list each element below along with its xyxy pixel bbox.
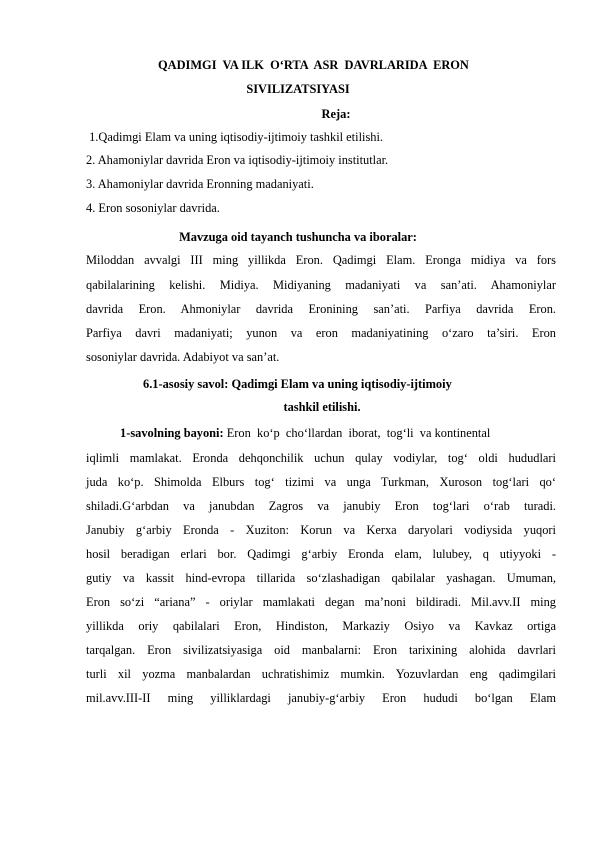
question-heading-line-2: tashkil etilishi.	[283, 400, 361, 414]
keywords-line-4: Parfiya davri madaniyati; yunon va eron madaniyatining o‘zaro ta’siri. Eron	[86, 326, 556, 340]
reja-item-3: 3. Ahamoniylar davrida Eronning madaniyati.	[86, 177, 314, 191]
answer-line-5: Janubiy g‘arbiy Eronda - Xuziton: Korun va Kerxa daryolari vodiysida yuqori	[86, 523, 556, 537]
answer-line-4: shiladi.G‘arbdan va janubdan Zagros va janubiy Eron tog‘lari o‘rab turadi.	[86, 499, 556, 513]
answer-line-3: juda ko‘p. Shimolda Elburs tog‘ tizimi va unga Turkman, Xuroson tog‘lari qo‘	[86, 475, 556, 489]
keywords-line-5: sosoniylar davrida. Adabiyot va san’at.	[86, 350, 280, 364]
answer-first-rest: Eron ko‘p cho‘llardan iborat, tog‘li va kontinental	[223, 426, 491, 440]
answer-line-11: turli xil yozma manbalardan uchratishimiz mumkin. Yozuvlardan eng qadimgilari	[86, 667, 556, 681]
answer-line-6: hosil beradigan erlari bor. Qadimgi g‘arbiy Eronda elam, lulubey, q utiyyoki -	[86, 547, 556, 561]
question-heading-line-1: 6.1-asosiy savol: Qadimgi Elam va uning iqtisodiy-ijtimoiy	[143, 377, 452, 391]
reja-item-4: 4. Eron sosoniylar davrida.	[86, 201, 220, 215]
reja-item-1: 1.Qadimgi Elam va uning iqtisodiy-ijtimoiy tashkil etilishi.	[86, 130, 384, 144]
answer-line-7: gutiy va kassit hind-evropa tillarida so‘zlashadigan qabilalar yashagan. Umuman,	[86, 571, 556, 585]
reja-item-2: 2. Ahamoniylar davrida Eron va iqtisodiy-ijtimoiy institutlar.	[86, 153, 389, 167]
keywords-line-1: Miloddan avvalgi III ming yillikda Eron. Qadimgi Elam. Eronga midiya va fors	[86, 253, 556, 267]
keywords-line-2: qabilalarining kelishi. Midiya. Midiyaning madaniyati va san’ati. Ahamoniylar	[86, 278, 556, 292]
answer-lead: 1-savolning bayoni:	[120, 426, 224, 440]
reja-heading: Reja:	[321, 107, 351, 121]
answer-line-8: Eron so‘zi “ariana” - oriylar mamlakati degan ma’noni bildiradi. Mil.avv.II ming	[86, 595, 556, 609]
keywords-heading: Mavzuga oid tayanch tushuncha va iboralar:	[179, 230, 417, 244]
answer-first-line	[120, 425, 490, 441]
answer-line-9: yillikda oriy qabilalari Eron, Hindiston, Markaziy Osiyo va Kavkaz ortiga	[86, 619, 556, 633]
keywords-line-3: davrida Eron. Ahmoniylar davrida Eronining san’ati. Parfiya davrida Eron.	[86, 302, 556, 316]
answer-line-10: tarqalgan. Eron sivilizatsiyasiga oid manbalarni: Eron tarixining alohida davrlari	[86, 643, 556, 657]
title-line-2: SIVILIZATSIYASI	[246, 82, 350, 96]
answer-line-2: iqlimli mamlakat. Eronda dehqonchilik uchun qulay vodiylar, tog‘ oldi hududlari	[86, 451, 556, 465]
answer-line-12: mil.avv.III-II ming yilliklardagi janubiy-g‘arbiy Eron hududi bo‘lgan Elam	[86, 691, 556, 705]
title-line-1: QADIMGI VA ILK O‘RTA ASR DAVRLARIDA ERON	[158, 58, 469, 72]
